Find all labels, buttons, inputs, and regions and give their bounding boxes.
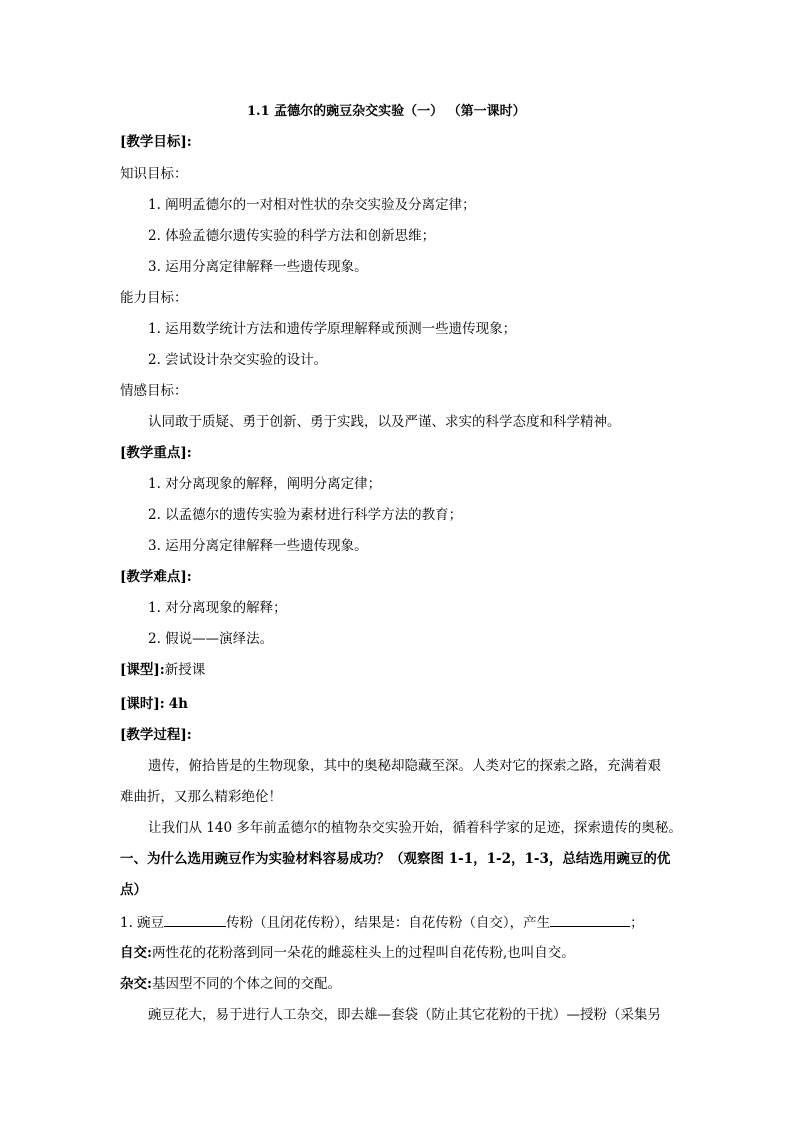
key-point-1: 1. 对分离现象的解释，阐明分离定律； [148,476,382,492]
process-heading: [教学过程]: [120,727,192,743]
section1-last-line: 豌豆花大，易于进行人工杂交，即去雄—套袋（防止其它花粉的干扰）—授粉（采集另 [148,1007,661,1023]
process-para1-line2: 难曲折，又那么精彩绝伦！ [120,789,282,805]
key-point-2: 2. 以孟德尔的遗传实验为素材进行科学方法的教育； [148,507,463,523]
difficulty-1: 1. 对分离现象的解释； [148,600,287,616]
fill-blank-2[interactable] [550,912,630,927]
lesson-hours-value: 4h [168,696,188,712]
emotion-objectives-label: 情感目标： [120,383,188,399]
key-points-heading: [教学重点]: [120,445,192,461]
fill-blank-1[interactable] [164,912,226,927]
lesson-type-value: 新授课 [164,662,206,678]
cross-text: 基因型不同的个体之间的交配。 [151,976,341,992]
knowledge-item-2: 2. 体验孟德尔遗传实验的科学方法和创新思维； [148,228,436,244]
emotion-objectives-text: 认同敢于质疑、勇于创新、勇于实践，以及严谨、求实的科学态度和科学精神。 [148,414,621,430]
document-title: 1.1 孟德尔的豌豆杂交实验（一） （第一课时） [247,104,526,119]
knowledge-item-3: 3. 运用分离定律解释一些遗传现象。 [148,259,368,275]
ability-item-2: 2. 尝试设计杂交实验的设计。 [148,352,328,368]
section1-item1-middle: 传粉（且闭花传粉），结果是：自花传粉（自交），产生 [226,915,551,931]
lesson-type-label: [课型]: [120,662,165,678]
lesson-type-row [120,660,205,680]
section1-heading-line1: 一、为什么选用豌豆作为实验材料容易成功？（观察图 1-1，1-2，1-3，总结选用豌豆的优 [120,851,671,867]
cross-definition [120,974,341,994]
section1-item1 [120,912,644,933]
process-para1-line1: 遗传，俯拾皆是的生物现象，其中的奥秘却隐藏至深。人类对它的探索之路，充满着艰 [148,758,661,774]
process-para2: 让我们从 140 多年前孟德尔的植物杂交实验开始，循着科学家的足迹，探索遗传的奥秘。 [148,820,682,836]
section1-item1-start: 1. 豌豆 [120,915,165,931]
ability-objectives-label: 能力目标： [120,290,188,306]
cross-label: 杂交: [120,976,152,992]
lesson-hours-row [120,694,188,714]
section1-heading-line2: 点） [120,882,147,898]
selfing-label: 自交: [120,945,152,961]
selfing-text: 两性花的花粉落到同一朵花的雌蕊柱头上的过程叫自花传粉,也叫自交。 [151,945,575,961]
knowledge-objectives-label: 知识目标： [120,166,188,182]
selfing-definition [120,943,575,963]
knowledge-item-1: 1. 阐明孟德尔的一对相对性状的杂交实验及分离定律； [148,197,476,213]
lesson-hours-label: [课时]: [120,696,165,712]
difficulty-2: 2. 假说——演绎法。 [148,631,274,647]
objectives-heading: [教学目标]: [120,134,192,150]
ability-item-1: 1. 运用数学统计方法和遗传学原理解释或预测一些遗传现象； [148,321,517,337]
difficulties-heading: [教学难点]: [120,569,192,585]
key-point-3: 3. 运用分离定律解释一些遗传现象。 [148,538,368,554]
section1-item1-end: ； [630,915,644,931]
